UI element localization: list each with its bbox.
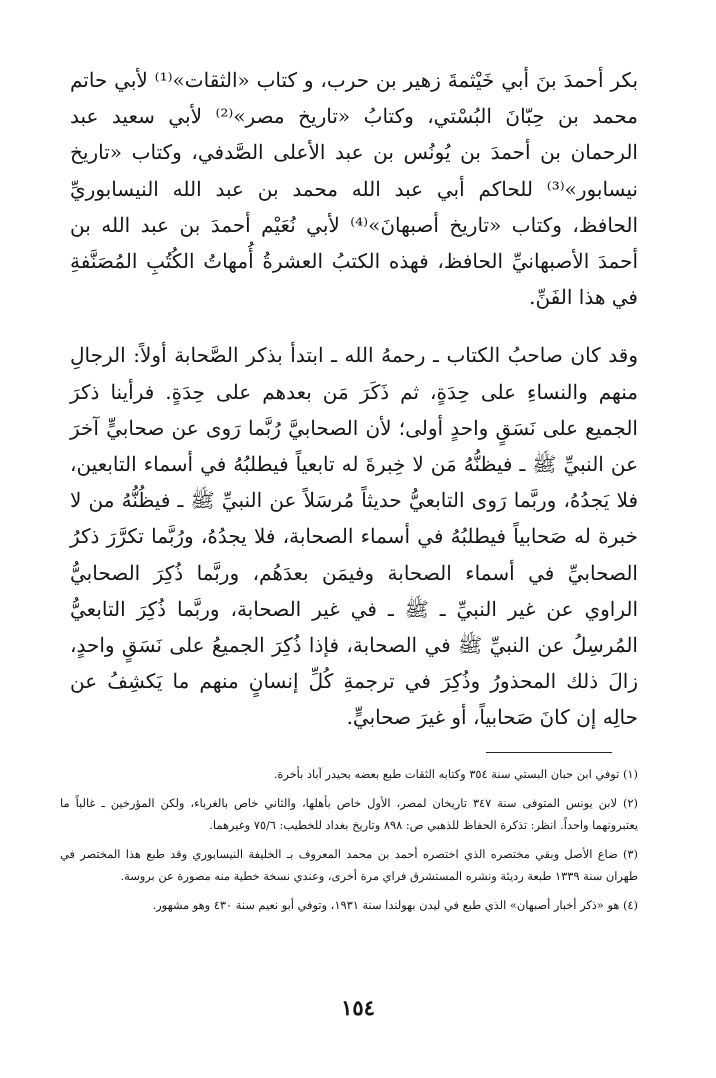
footnote-divider [486,752,612,753]
footnote-4: (٤) هو «ذكر أخبار أصبهان» الذي طبع في ليدن بهولندا سنة ١٩٣١، وتوفي أبو نعيم سنة ٤٣٠ وهو مشهور. [152,897,638,912]
body-paragraph: بكر أحمدَ بنَ أبي خَيْثمةَ زهير بن حرب، و كتاب «الثقات»⁽¹⁾ لأبي حاتم محمد بن حِبّانَ البُسْتي، وكتابُ «تاريخ مصر»⁽²⁾ لأبي سعيد عبد الرحمان بن أحمدَ بن يُونُس بن عبد الأعلى الصَّدفي، وكتاب «تاريخ نيسابور»⁽³⁾ للحاكم أبي عبد الله محمد بن عبد الله النيسابوريِّ الحافظ، وكتاب «تاريخ أصبهانَ»⁽⁴⁾ لأبي نُعَيْم أحمدَ بن عبد الله بن أحمدَ الأصبهانيِّ الحافظ، فهذه الكتبُ العشرةُ أُمهاتُ الكُتُبِ المُصَنَّفةِ في هذا الفَنِّ. [70,68,639,310]
body-paragraph: وقد كان صاحبُ الكتاب ـ رحمهُ الله ـ ابتدأ بذكر الصَّحابة أولاً: الرجالِ منهم والنساءِ على حِدَةٍ، ثم ذَكَرَ مَن بعدهم على حِدَةٍ. فرأينا ذكرَ الجميع على نَسَقٍ واحدٍ أولى؛ لأن الصحابيَّ رُبَّما رَوى عن صحابيٍّ آخرَ عن النبيِّ ﷺ ـ فيظنُّهُ مَن لا خِبرةَ له تابعياً فيطلبُهُ في أسماء التابعين، فلا يَجدُهُ، وربَّما رَوى التابعيُّ حديثاً مُرسَلاً عن النبيِّ ﷺ ـ فيظُنُّهُ من لا خبرة له صَحابياً فيطلبُهُ في أسماء الصحابة، فلا يجدُهُ، ورُبَّما تكرَّرَ ذكرُ الصحابيِّ في أسماء الصحابة وفيمَن بعدَهُم، وربَّما ذُكِرَ الصحابيُّ الراوي عن غير النبيِّ ـ ﷺ ـ في غير الصحابة، وربَّما ذُكِرَ التابعيُّ المُرسِلُ عن النبيِّ ﷺ في الصحابة، فإذا ذُكِرَ الجميعُ على نَسَقٍ واحدٍ، زالَ ذلك المحذورُ وذُكِرَ في ترجمةِ كُلِّ إنسانٍ منهم ما يَكشِفُ عن حالِه إن كانَ صَحابياً، أو غيرَ صحابيٍّ. [70,343,639,730]
main-text [70,62,638,736]
footnotes [60,763,638,922]
footnote-3: (٣) ضاع الأصل وبقي مختصره الذي اختصره أحمد بن محمد المعروف بـ الخليفة النيسابوري وقد طبع هذا المختصر في طهران سنة ١٣٣٩ طبعة رديئة ونشره المستشرق فراي مرة أخرى، وعندي نسخة خطية منه مصورة عن بروسة. [60,846,638,883]
footnote-2: (٢) لابن يونس المتوفى سنة ٣٤٧ تاريخان لمصر، الأول خاص بأهلها، والثاني خاص بالغرباء، ولكن المؤرخين ـ غالباً ما يعتبرونهما واحداً. انظر: تذكرة الحفاظ للذهبي ص: ٨٩٨ وتاريخ بغداد للخطيب: ٧٥/٦ وغيرهما. [60,795,638,832]
footnote-1: (١) توفي ابن حبان البستي سنة ٣٥٤ وكتابه الثقات طبع بعضه بحيدر آباد بأخرة. [273,767,638,781]
page-number: ١٥٤ [341,995,375,1020]
